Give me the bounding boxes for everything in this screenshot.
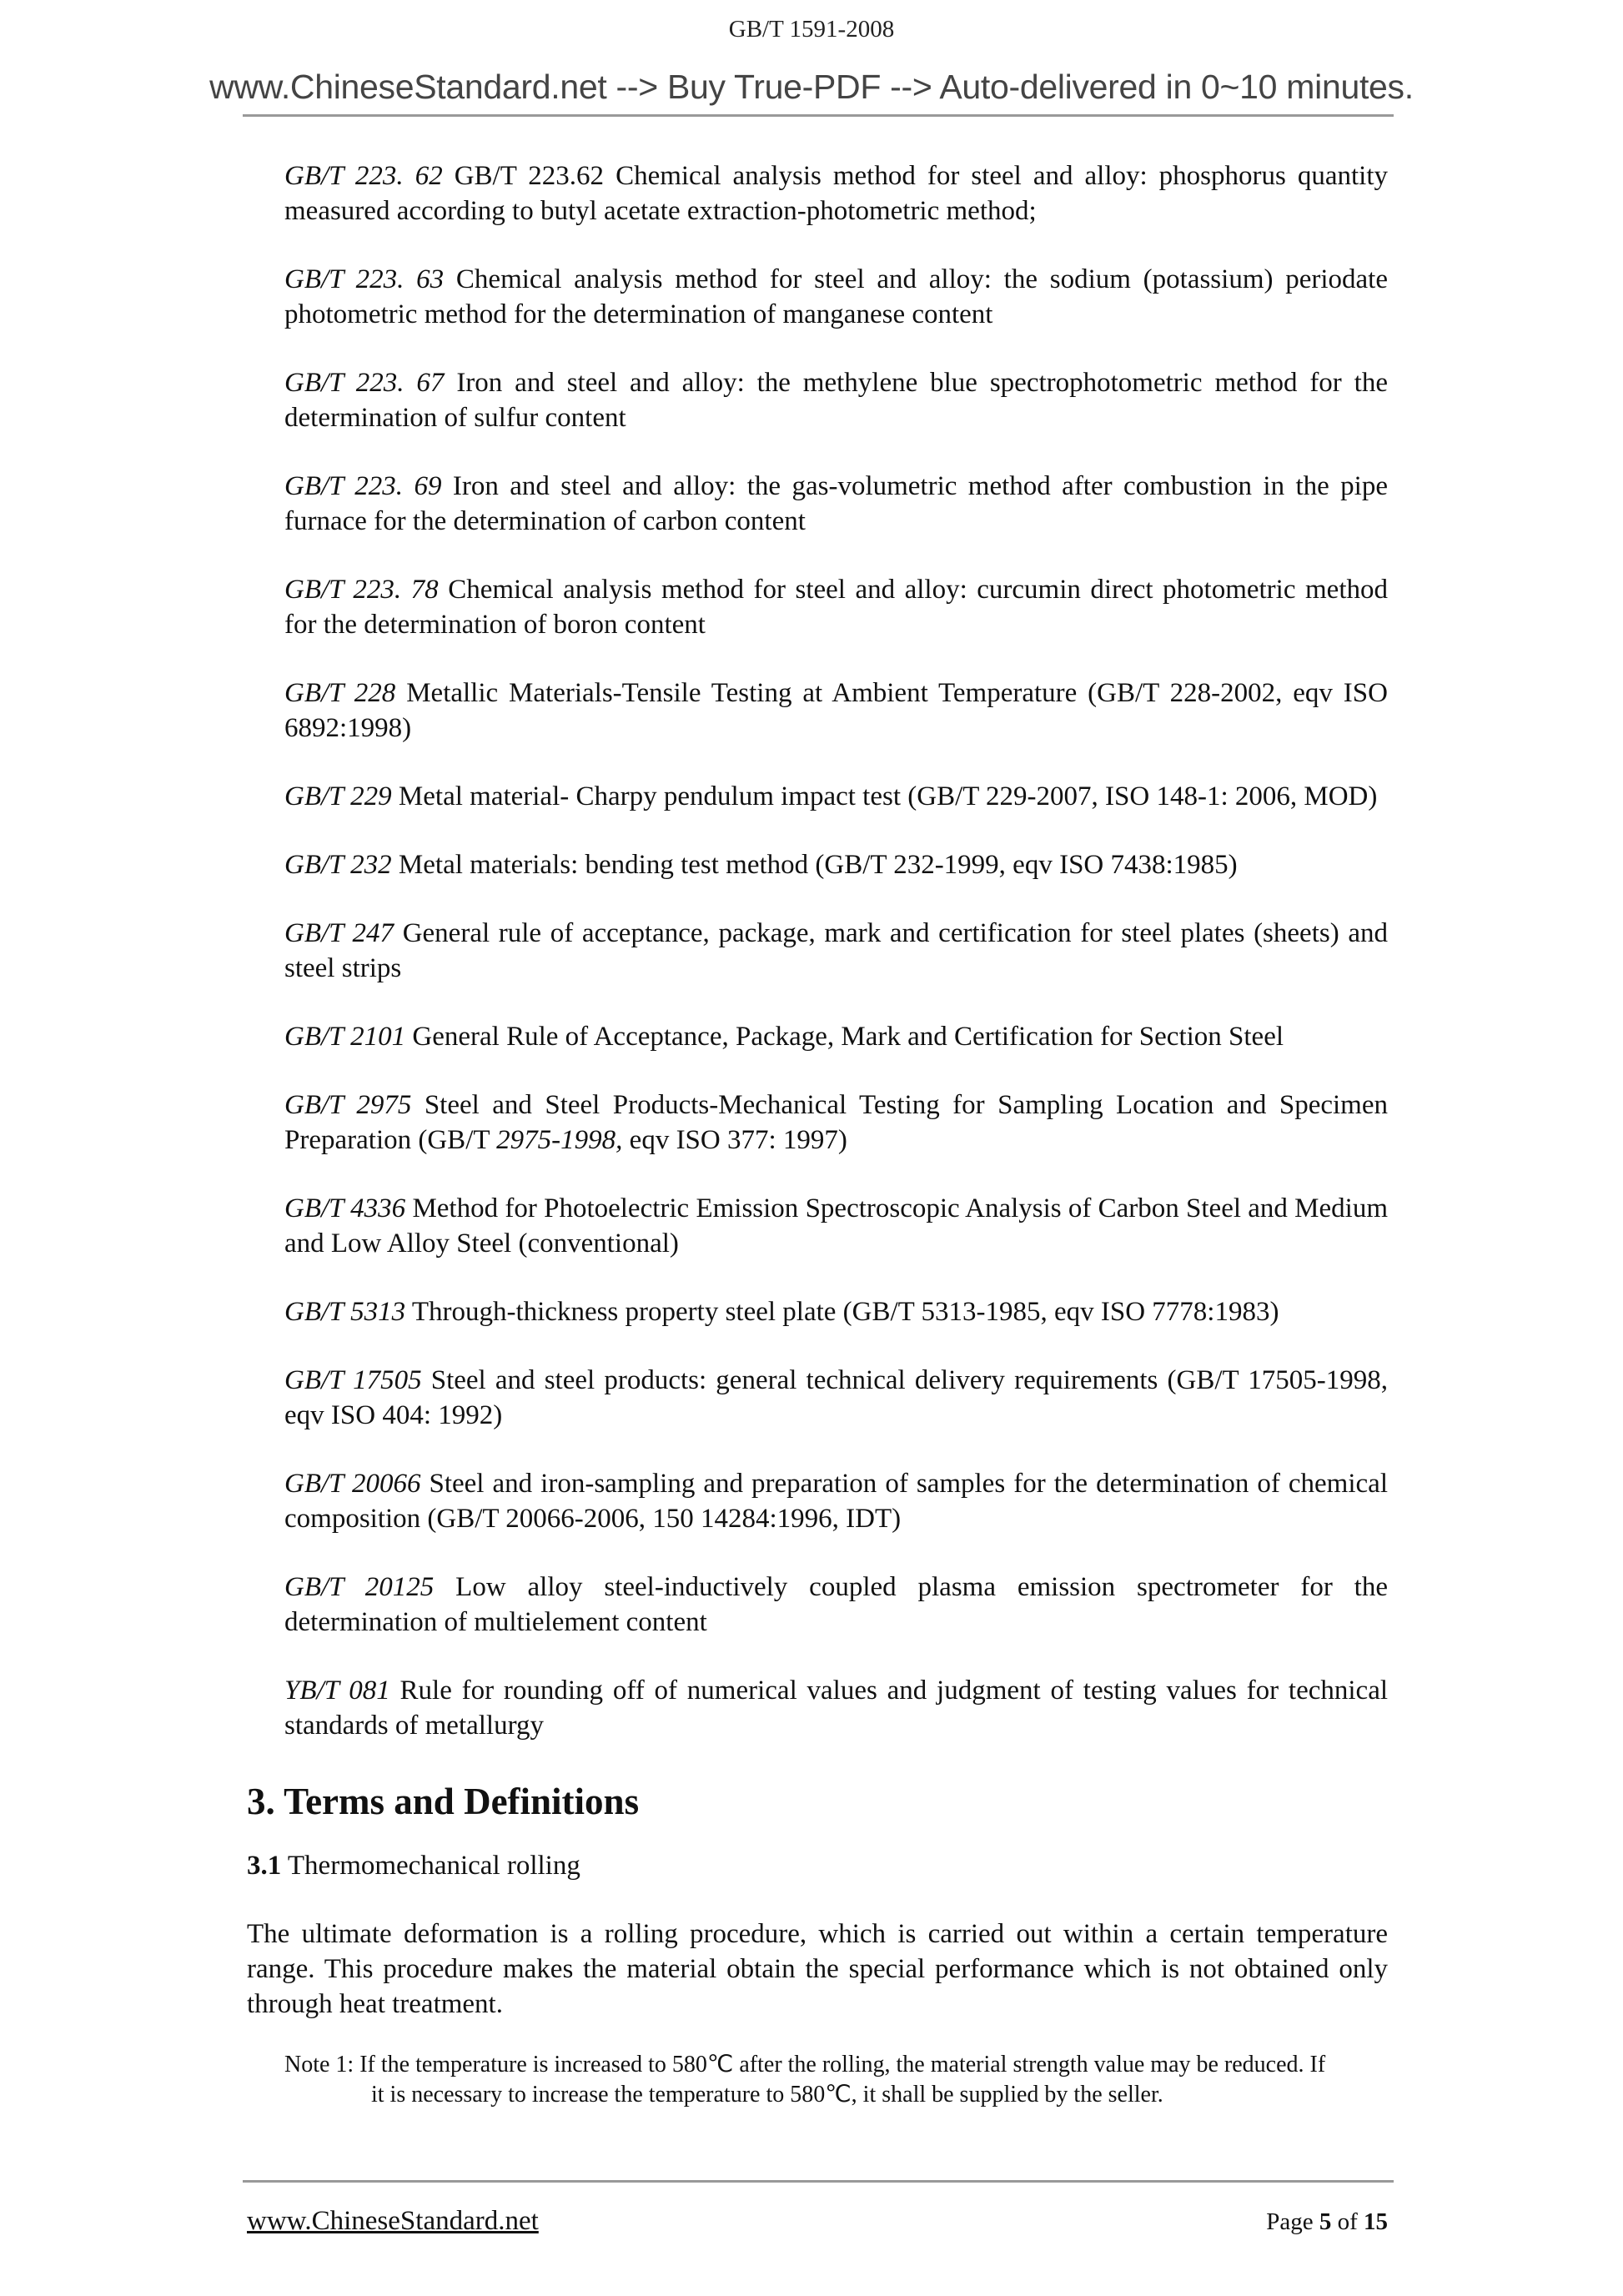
reference-item: [284, 1673, 1388, 1743]
page-of: of: [1331, 2208, 1364, 2235]
page-prefix: Page: [1266, 2208, 1319, 2235]
reference-item: [284, 469, 1388, 539]
footer-divider: [243, 2180, 1394, 2183]
reference-item: [284, 1466, 1388, 1536]
reference-code: GB/T 223. 67: [284, 368, 445, 398]
reference-code: GB/T 20066: [284, 1469, 421, 1499]
reference-code: GB/T 20125: [284, 1572, 435, 1602]
reference-code: GB/T 247: [284, 918, 394, 948]
reference-code: YB/T 081: [284, 1676, 390, 1706]
reference-text: Iron and steel and alloy: the methylene blue spectrophotometric method for the determination of sulfur content: [284, 368, 1388, 433]
reference-text: Steel and iron-sampling and preparation of samples for the determination of chemical composition (GB/T 20066-2006, 150 14284:1996, IDT): [284, 1469, 1388, 1534]
reference-text: GB/T 223.62 Chemical analysis method for steel and alloy: phosphorus quantity measured according to butyl acetate extraction-photometric method;: [284, 161, 1389, 226]
reference-code: GB/T 2101: [284, 1022, 406, 1052]
standard-id: GB/T 1591-2008: [728, 16, 895, 43]
header-divider: [243, 114, 1394, 117]
footer-website-link[interactable]: www.ChineseStandard.net: [247, 2206, 539, 2236]
note-line-1: Note 1: If the temperature is increased to 580℃ after the rolling, the material strength value may be reduced. If: [284, 2052, 1326, 2077]
reference-item: [284, 1019, 1388, 1054]
note-line-2: it is necessary to increase the temperature to 580℃, it shall be supplied by the seller.: [371, 2082, 1163, 2108]
note: [284, 2050, 1388, 2110]
reference-item: [284, 365, 1388, 435]
reference-text-after: eqv ISO 377: 1997): [622, 1125, 847, 1155]
reference-text: Chemical analysis method for steel and alloy: curcumin direct photometric method for the determination of boron content: [284, 575, 1388, 640]
reference-item: [284, 262, 1388, 332]
reference-item: [284, 847, 1388, 882]
reference-text: Metal materials: bending test method (GB/T 232-1999, eqv ISO 7438:1985): [391, 850, 1238, 880]
reference-code: GB/T 2975: [284, 1090, 412, 1120]
reference-text: Method for Photoelectric Emission Spectroscopic Analysis of Carbon Steel and Medium and Low Alloy Steel (conventional): [284, 1193, 1388, 1259]
reference-italic-part: 2975-1998,: [496, 1125, 623, 1155]
page-total: 15: [1364, 2208, 1388, 2235]
reference-item: [284, 1363, 1388, 1433]
reference-item: [284, 779, 1388, 814]
reference-item: [284, 916, 1388, 986]
reference-code: GB/T 4336: [284, 1193, 406, 1223]
definition-paragraph: The ultimate deformation is a rolling procedure, which is carried out within a certain temperature range. This procedure makes the material obtain the special performance which is not obtained only through heat treatment.: [247, 1919, 1388, 2019]
reference-text: Steel and steel products: general technical delivery requirements (GB/T 17505-1998, eqv ISO 404: 1992): [284, 1365, 1388, 1430]
header-banner: www.ChineseStandard.net --> Buy True-PDF --> Auto-delivered in 0~10 minutes.: [209, 68, 1414, 106]
subsection-label: Thermomechanical rolling: [281, 1851, 580, 1881]
reference-text: Metallic Materials-Tensile Testing at Ambient Temperature (GB/T 228-2002, eqv ISO 6892:1998): [284, 678, 1388, 743]
reference-text: Iron and steel and alloy: the gas-volumetric method after combustion in the pipe furnace for the determination of carbon content: [284, 471, 1388, 536]
reference-code: GB/T 223. 69: [284, 471, 442, 501]
reference-code: GB/T 223. 78: [284, 575, 439, 605]
reference-item: [284, 1191, 1388, 1261]
reference-item: [284, 572, 1388, 642]
subsection-title: [247, 1848, 1388, 1883]
reference-code: GB/T 232: [284, 850, 392, 880]
reference-code: GB/T 228: [284, 678, 396, 708]
reference-text: Low alloy steel-inductively coupled plasma emission spectrometer for the determination of multielement content: [284, 1572, 1388, 1637]
reference-text: Chemical analysis method for steel and alloy: the sodium (potassium) periodate photometric method for the determination of manganese content: [284, 264, 1388, 329]
page-current: 5: [1319, 2208, 1332, 2235]
reference-item: [284, 1294, 1388, 1329]
reference-code: GB/T 17505: [284, 1365, 422, 1395]
page-content: [247, 158, 1388, 2110]
reference-item: [284, 1570, 1388, 1640]
section-heading: 3. Terms and Definitions: [247, 1781, 640, 1822]
reference-text: General rule of acceptance, package, mark and certification for steel plates (sheets) and steel strips: [284, 918, 1388, 983]
reference-item: [284, 1088, 1388, 1158]
reference-text: General Rule of Acceptance, Package, Mark and Certification for Section Steel: [405, 1022, 1284, 1052]
reference-code: GB/T 223. 63: [284, 264, 445, 294]
reference-item: [284, 676, 1388, 746]
normative-references-list: [284, 158, 1388, 1743]
reference-text: Metal material- Charpy pendulum impact test (GB/T 229-2007, ISO 148-1: 2006, MOD): [391, 781, 1378, 811]
reference-code: GB/T 5313: [284, 1297, 406, 1327]
reference-item: [284, 158, 1388, 229]
subsection-number: 3.1: [247, 1851, 282, 1881]
reference-text: Rule for rounding off of numerical values and judgment of testing values for technical standards of metallurgy: [284, 1676, 1389, 1741]
reference-code: GB/T 229: [284, 781, 392, 811]
reference-text: Steel and Steel Products-Mechanical Testing for Sampling Location and Specimen Preparation (GB/T: [284, 1090, 1389, 1155]
reference-code: GB/T 223. 62: [284, 161, 443, 191]
page-number: [1266, 2208, 1388, 2236]
reference-text: Through-thickness property steel plate (GB/T 5313-1985, eqv ISO 7778:1983): [405, 1297, 1279, 1327]
terms-definitions-section: [247, 1776, 1388, 2110]
